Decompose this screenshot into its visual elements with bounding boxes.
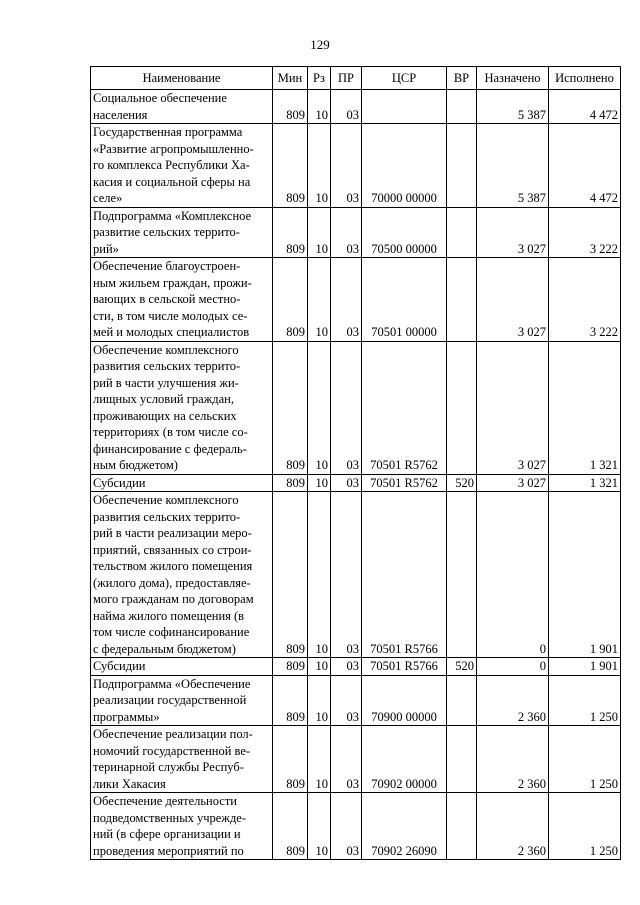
row-pr: 03 [331,675,362,726]
row-name: Субсидии [91,474,273,492]
table-row [91,341,621,474]
row-csr: 70900 00000 [362,675,447,726]
row-assigned: 0 [477,658,549,676]
row-executed: 1 250 [549,675,621,726]
row-executed: 4 472 [549,124,621,208]
row-assigned: 3 027 [477,474,549,492]
row-assigned: 2 360 [477,726,549,793]
row-rz: 10 [308,258,331,342]
column-header-rz: Рз [308,67,331,90]
row-rz: 10 [308,492,331,658]
row-csr: 70000 00000 [362,124,447,208]
page-number: 129 [310,37,330,52]
row-rz: 10 [308,658,331,676]
row-min: 809 [273,726,308,793]
row-vr [447,793,477,860]
row-executed: 1 321 [549,341,621,474]
row-assigned: 5 387 [477,124,549,208]
table-row [91,675,621,726]
table-row [91,726,621,793]
row-executed: 1 250 [549,726,621,793]
row-min: 809 [273,90,308,124]
column-header-min: Мин [273,67,308,90]
row-name: Обеспечение комплексного развития сельских террито- рий в части реализации меро- приятий, связанных со строи- тельством жилого помещения (жилого дома), предоставляе- мого гражданам по договорам найма жилого помещения (в том числе софинансирование с федеральным бюджетом) [91,492,273,658]
row-min: 809 [273,658,308,676]
column-header-csr: ЦСР [362,67,447,90]
row-pr: 03 [331,793,362,860]
row-min: 809 [273,474,308,492]
row-vr [447,726,477,793]
row-pr: 03 [331,90,362,124]
row-min: 809 [273,207,308,258]
table-row [91,258,621,342]
row-min: 809 [273,675,308,726]
table-row [91,658,621,676]
row-csr: 70501 R5762 [362,341,447,474]
row-pr: 03 [331,207,362,258]
table-row [91,207,621,258]
row-rz: 10 [308,207,331,258]
row-name: Подпрограмма «Обеспечение реализации государственной программы» [91,675,273,726]
row-csr [362,90,447,124]
row-assigned: 0 [477,492,549,658]
row-assigned: 3 027 [477,207,549,258]
row-assigned: 2 360 [477,793,549,860]
row-vr [447,675,477,726]
row-name: Субсидии [91,658,273,676]
row-assigned: 3 027 [477,258,549,342]
row-csr: 70501 00000 [362,258,447,342]
table-header-row [91,67,621,90]
row-assigned: 5 387 [477,90,549,124]
row-executed: 1 321 [549,474,621,492]
row-csr: 70902 00000 [362,726,447,793]
row-pr: 03 [331,658,362,676]
column-header-executed: Исполнено [549,67,621,90]
row-rz: 10 [308,90,331,124]
row-vr: 520 [447,658,477,676]
table-row [91,90,621,124]
row-rz: 10 [308,474,331,492]
row-executed: 3 222 [549,258,621,342]
row-name: Обеспечение благоустроен- ным жильем граждан, прожи- вающих в сельской местно- сти, в том числе молодых се- мей и молодых специалистов [91,258,273,342]
row-rz: 10 [308,675,331,726]
row-executed: 1 901 [549,658,621,676]
row-min: 809 [273,492,308,658]
column-header-assigned: Назначено [477,67,549,90]
row-pr: 03 [331,474,362,492]
budget-table [90,66,621,860]
row-vr [447,90,477,124]
row-name: Социальное обеспечение населения [91,90,273,124]
row-assigned: 3 027 [477,341,549,474]
row-vr: 520 [447,474,477,492]
column-header-vr: ВР [447,67,477,90]
row-min: 809 [273,124,308,208]
row-min: 809 [273,341,308,474]
row-vr [447,492,477,658]
row-csr: 70500 00000 [362,207,447,258]
row-assigned: 2 360 [477,675,549,726]
row-csr: 70902 26090 [362,793,447,860]
row-vr [447,341,477,474]
row-vr [447,124,477,208]
row-pr: 03 [331,726,362,793]
table-row [91,793,621,860]
row-csr: 70501 R5766 [362,492,447,658]
row-pr: 03 [331,341,362,474]
row-vr [447,258,477,342]
row-executed: 4 472 [549,90,621,124]
row-executed: 3 222 [549,207,621,258]
row-executed: 1 250 [549,793,621,860]
row-min: 809 [273,258,308,342]
row-name: Государственная программа «Развитие агропромышленно- го комплекса Республики Ха- касия и социальной сферы на селе» [91,124,273,208]
table-row [91,492,621,658]
table-row [91,124,621,208]
column-header-name: Наименование [91,67,273,90]
row-rz: 10 [308,341,331,474]
row-vr [447,207,477,258]
row-name: Обеспечение реализации пол- номочий государственной ве- теринарной службы Респуб- лики Хакасия [91,726,273,793]
row-name: Обеспечение комплексного развития сельских террито- рий в части улучшения жи- лищных условий граждан, проживающих на сельских территориях (в том числе со- финансирование с федераль- ным бюджетом) [91,341,273,474]
row-rz: 10 [308,726,331,793]
row-rz: 10 [308,124,331,208]
row-min: 809 [273,793,308,860]
row-pr: 03 [331,492,362,658]
row-name: Подпрограмма «Комплексное развитие сельских террито- рий» [91,207,273,258]
row-executed: 1 901 [549,492,621,658]
row-pr: 03 [331,124,362,208]
column-header-pr: ПР [331,67,362,90]
table-row [91,474,621,492]
row-csr: 70501 R5762 [362,474,447,492]
row-csr: 70501 R5766 [362,658,447,676]
row-name: Обеспечение деятельности подведомственных учрежде- ний (в сфере организации и проведения мероприятий по [91,793,273,860]
row-pr: 03 [331,258,362,342]
row-rz: 10 [308,793,331,860]
